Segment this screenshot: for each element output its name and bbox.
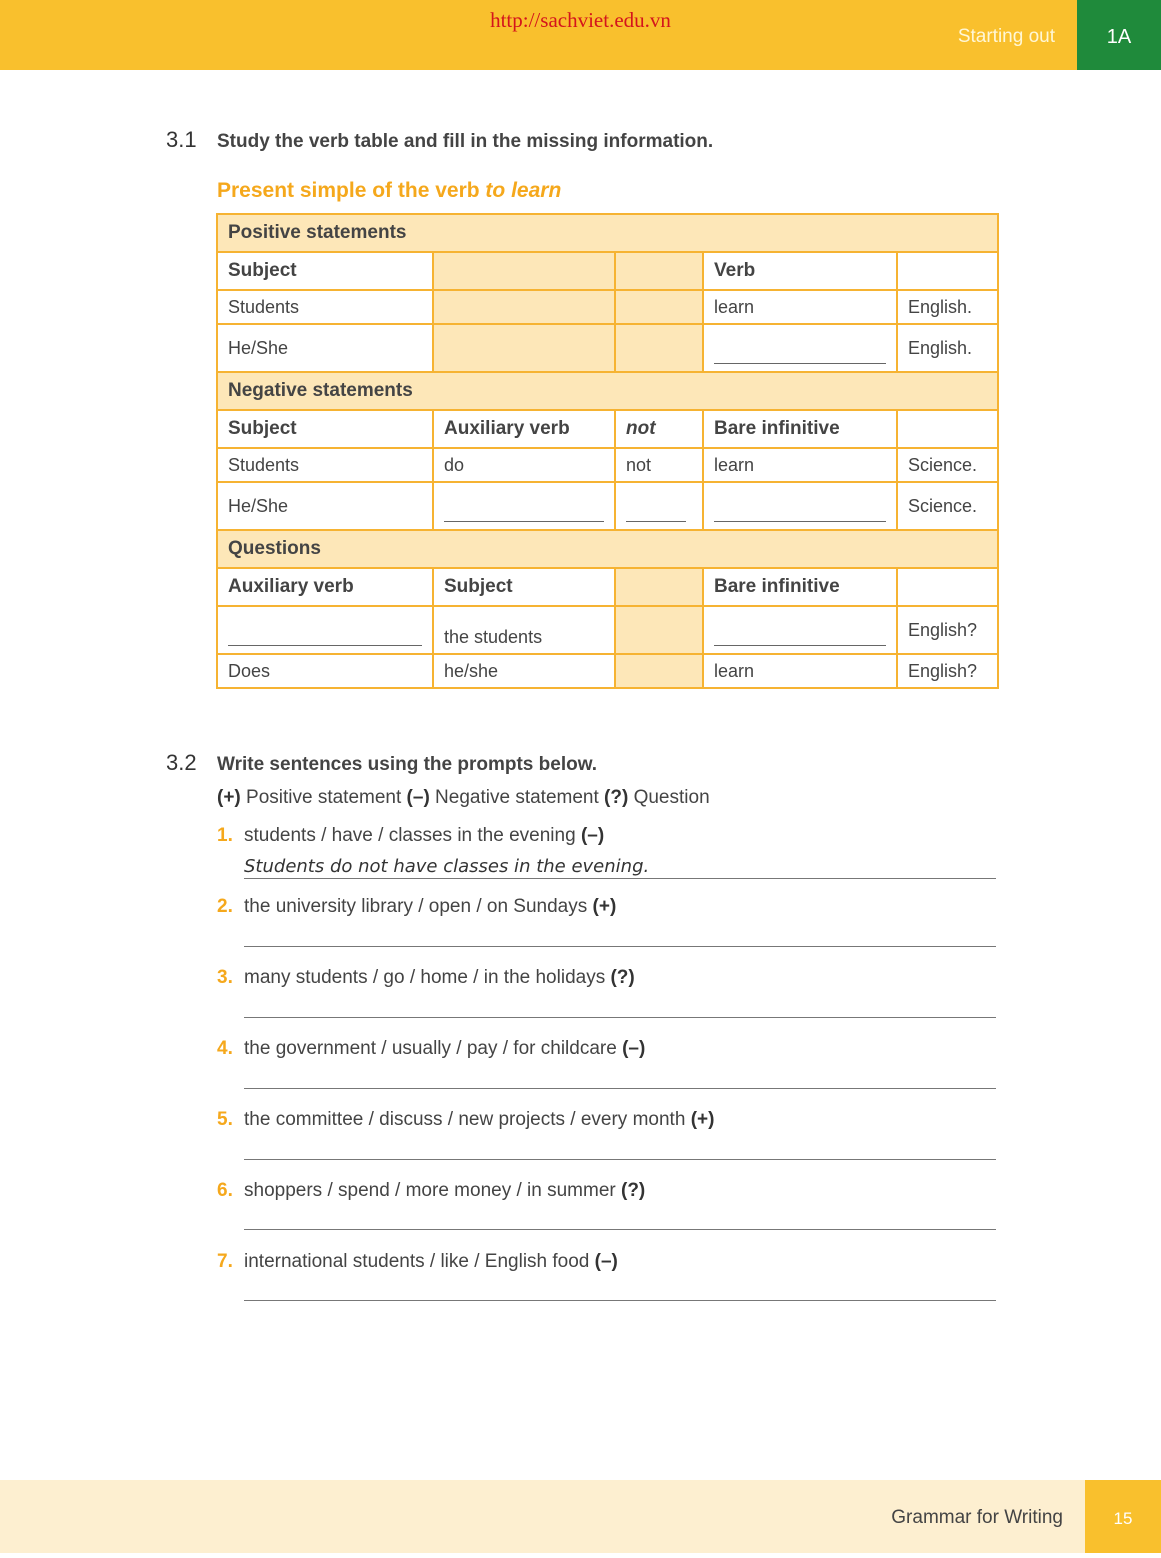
exercise-number: 3.1 [166, 127, 197, 152]
table-cell: learn [703, 448, 897, 482]
table-cell: He/She [217, 482, 433, 530]
book-title: Grammar for Writing [891, 1507, 1063, 1528]
shaded-cell [433, 290, 615, 324]
table-cell: English? [897, 606, 998, 654]
answer-line[interactable] [244, 1300, 996, 1301]
exercise-number: 3.2 [166, 750, 197, 775]
table-cell: learn [703, 654, 897, 688]
shaded-cell [615, 324, 703, 372]
table-cell: Students [217, 290, 433, 324]
prompt-item: 4. the government / usually / pay / for childcare (–) [217, 1038, 646, 1059]
column-header: Bare infinitive [703, 410, 897, 448]
answer-line[interactable] [244, 946, 996, 947]
prompt-item: 6. shoppers / spend / more money / in summer (?) [217, 1180, 646, 1201]
section-heading-positive: Positive statements [217, 214, 998, 252]
table-cell: do [433, 448, 615, 482]
shaded-cell [433, 252, 615, 290]
table-cell: learn [703, 290, 897, 324]
shaded-cell [615, 252, 703, 290]
column-header: Subject [217, 410, 433, 448]
answer-line[interactable] [244, 1088, 996, 1089]
example-answer: Students do not have classes in the evening. [244, 856, 650, 877]
shaded-cell [615, 606, 703, 654]
section-heading-negative: Negative statements [217, 372, 998, 410]
fill-in-blank[interactable] [703, 482, 897, 530]
prompt-item: 3. many students / go / home / in the holidays (?) [217, 967, 635, 988]
verb-table [216, 213, 999, 689]
column-header: Subject [217, 252, 433, 290]
fill-in-blank[interactable] [703, 324, 897, 372]
unit-tab: 1A [1077, 0, 1161, 70]
exercise-instruction: Study the verb table and fill in the missing information. [217, 131, 714, 152]
table-title: Present simple of the verb to learn [217, 179, 562, 202]
fill-in-blank[interactable] [615, 482, 703, 530]
shaded-cell [615, 568, 703, 606]
table-cell: English. [897, 290, 998, 324]
column-header: Verb [703, 252, 897, 290]
table-cell: the students [433, 606, 615, 654]
table-cell: Does [217, 654, 433, 688]
empty-cell [897, 568, 998, 606]
empty-cell [897, 252, 998, 290]
table-cell: Science. [897, 448, 998, 482]
table-cell: He/She [217, 324, 433, 372]
fill-in-blank[interactable] [703, 606, 897, 654]
answer-line[interactable] [244, 1229, 996, 1230]
column-header: Subject [433, 568, 615, 606]
prompt-item: 2. the university library / open / on Sundays (+) [217, 896, 617, 917]
column-header: Auxiliary verb [433, 410, 615, 448]
answer-line[interactable] [244, 1159, 996, 1160]
fill-in-blank[interactable] [217, 606, 433, 654]
fill-in-blank[interactable] [433, 482, 615, 530]
prompt-item: 5. the committee / discuss / new projects / every month (+) [217, 1109, 715, 1130]
table-cell: Students [217, 448, 433, 482]
prompt-item: 1. students / have / classes in the evening (–) [217, 825, 605, 846]
column-header: Bare infinitive [703, 568, 897, 606]
table-cell: English. [897, 324, 998, 372]
table-cell: he/she [433, 654, 615, 688]
table-cell: not [615, 448, 703, 482]
section-heading-questions: Questions [217, 530, 998, 568]
page-number: 15 [1085, 1480, 1161, 1553]
column-header: not [615, 410, 703, 448]
shaded-cell [615, 290, 703, 324]
symbol-legend: (+) Positive statement (–) Negative statement (?) Question [217, 787, 710, 808]
column-header: Auxiliary verb [217, 568, 433, 606]
section-name: Starting out [957, 26, 1055, 47]
table-cell: English? [897, 654, 998, 688]
shaded-cell [433, 324, 615, 372]
exercise-instruction: Write sentences using the prompts below. [217, 754, 598, 775]
shaded-cell [615, 654, 703, 688]
answer-line[interactable] [244, 1017, 996, 1018]
empty-cell [897, 410, 998, 448]
prompt-item: 7. international students / like / English food (–) [217, 1251, 618, 1272]
answer-line[interactable] [244, 878, 996, 879]
watermark-url[interactable]: http://sachviet.edu.vn [490, 8, 671, 32]
table-cell: Science. [897, 482, 998, 530]
